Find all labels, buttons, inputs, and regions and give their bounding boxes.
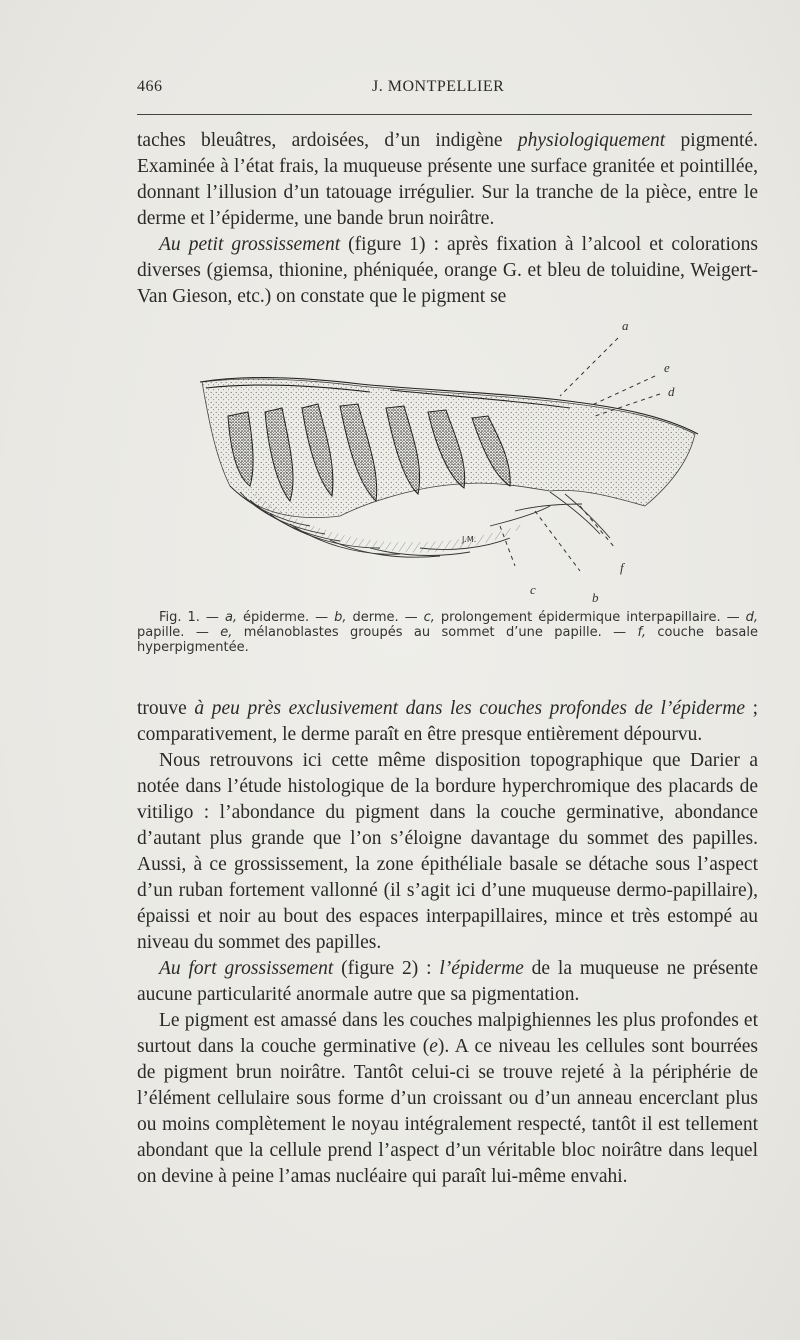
body-text-bottom [137,696,758,1190]
paragraph [137,128,758,232]
text-run: papille. — [137,625,221,640]
histology-section-illustration [190,316,710,608]
text-run: derme. — [346,610,424,625]
text-run: (figure 1) : après fixation à l’alcool et colorations diverses (giemsa, thionine, phéniquée, orange G. et bleu de toluidine, Weigert-Van Gieson, etc.) on constate que le pigment se [137,234,758,307]
italic-text-run: l’épiderme [439,958,524,979]
figure-caption [137,610,758,655]
text-run: ; comparativement, le derme paraît en être presque entièrement dépourvu. [137,698,758,745]
figure-1-histology-drawing [190,316,710,608]
text-run: mélanoblastes groupés au sommet d’une papille. — [232,625,638,640]
text-run: couche basale hyperpigmentée. [137,625,759,655]
italic-text-run: à peu près exclusivement dans les couches profondes de l’épiderme [194,698,745,719]
body-text-top [137,128,758,310]
italic-text-run: a, [224,610,238,625]
italic-text-run: f, [637,625,646,640]
text-run: prolongement épidermique interpapillaire. — [434,610,746,625]
text-run: trouve [137,698,195,719]
fig-label-d: d [668,384,675,399]
italic-text-run: Au fort grossissement [159,958,334,979]
text-run: Le pigment est amassé dans les couches malpighiennes les plus profondes et surtout dans la couche germinative ( [137,1010,758,1057]
italic-text-run: Au petit grossissement [159,234,341,255]
italic-text-run: d, [745,610,758,625]
fig-label-f: f [620,560,624,575]
paragraph [137,956,758,1008]
fig-label-b: b [592,590,599,605]
text-run: Nous retrouvons ici cette même disposition topographique que Darier a notée dans l’étude histologique de la bordure hyperchromique des placards de vitiligo : l’abondance du pigment dans la couche germinative, abondance d’autant plus grande que l’on s’éloigne davantage du sommet des papilles. Aussi, à ce grossissement, la zone épithéliale basale se détache sous l’aspect d’un ruban fortement vallonné (il s’agit ici d’une muqueuse dermo-papillaire), épaissi et noir au bout des espaces interpapillaires, mince et très estompé au niveau du sommet des papilles. [137,750,758,953]
italic-text-run: physiologiquement [517,130,666,151]
italic-text-run: b, [334,610,347,625]
paragraph [137,696,758,748]
fig-label-a: a [622,318,629,333]
italic-text-run: e [429,1036,438,1057]
running-title: J. MONTPELLIER [372,78,505,95]
fig-label-c: c [530,582,536,597]
running-header [137,78,752,102]
text-run: (figure 2) : [333,958,440,979]
italic-text-run: e, [220,625,233,640]
text-run: ). A ce niveau les cellules sont bourrées de pigment brun noirâtre. Tantôt celui-ci se trouve rejeté à la périphérie de l’élément cellulaire sous forme d’un croissant ou d’un anneau encerclant plus ou moins complètement le noyau intégralement respecté, tantôt il est tellement abondant que la cellule prend l’aspect d’un véritable bloc noirâtre dans lequel on devine à peine l’amas nucléaire qui paraît lui-même envahi. [137,1036,758,1187]
text-run: pigmenté. Examinée à l’état frais, la muqueuse présente une surface granitée et pointillée, donnant l’illusion d’un tatouage irrégulier. Sur la tranche de la pièce, entre le derme et l’épiderme, une bande brun noirâtre. [137,130,758,229]
paragraph [137,1008,758,1190]
text-run: de la muqueuse ne présente aucune particularité anormale autre que sa pigmentation. [137,958,758,1005]
text-run: épiderme. — [237,610,335,625]
text-run: taches bleuâtres, ardoisées, d’un indigène [137,130,518,151]
figure-caption-text [137,610,758,655]
text-run: Fig. 1. — [159,610,225,625]
fig-label-e: e [664,360,670,375]
engraver-mark: J.M. [462,535,477,544]
paragraph [137,232,758,310]
italic-text-run: c, [423,610,435,625]
paragraph [137,748,758,956]
header-rule [137,114,752,115]
page-number: 466 [137,78,163,95]
